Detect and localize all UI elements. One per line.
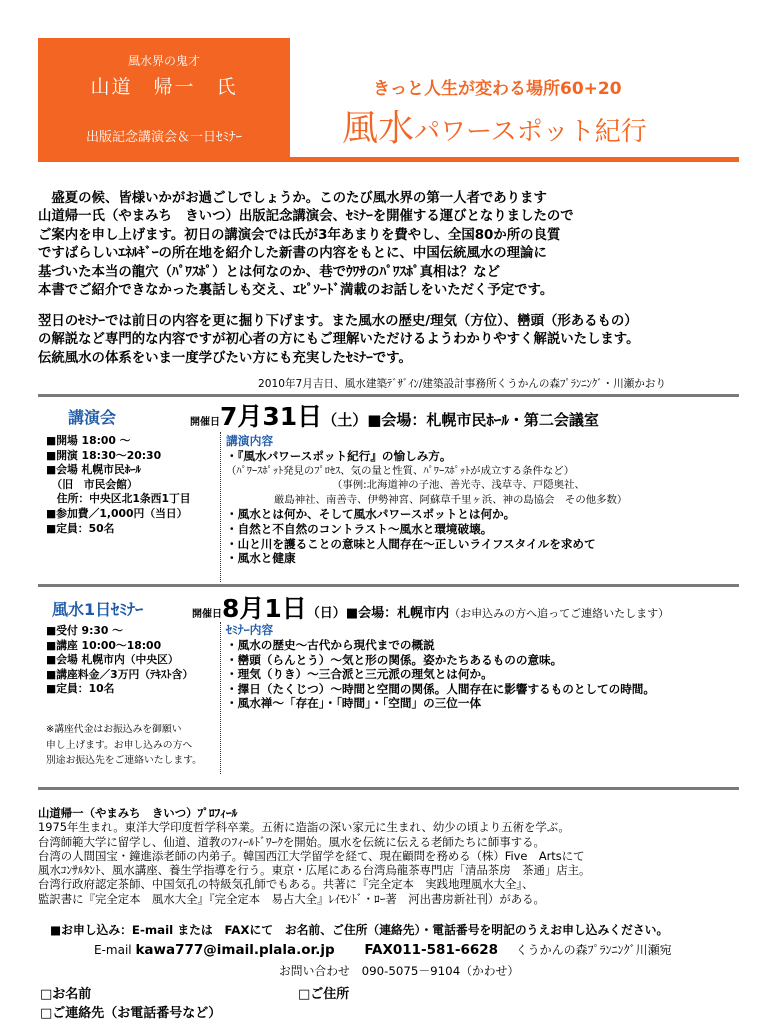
detail-item: （旧 市民会館） bbox=[46, 477, 138, 491]
detail-item: ■講座 10:00～18:00 bbox=[46, 638, 162, 652]
seminar-date: 8月1日 bbox=[222, 594, 307, 623]
seminar-venue: ■会場：札幌市内 bbox=[345, 606, 450, 621]
date-label: 開催日 bbox=[192, 609, 222, 620]
fax-number: FAX011-581-6628 bbox=[364, 942, 499, 958]
detail-item: ■開演 18:30～20:30 bbox=[46, 448, 162, 462]
header-box bbox=[38, 38, 290, 158]
apply-contact-line bbox=[94, 941, 672, 958]
intro-paragraph bbox=[38, 190, 574, 300]
inquiry-phone: お問い合わせ 090-5075－9104（かわせ） bbox=[279, 964, 520, 978]
page-title bbox=[342, 100, 647, 151]
author-name: 山道 帰一 氏 bbox=[90, 76, 238, 98]
content-item: ・『風水パワースポット紀行』の愉しみ方。 bbox=[226, 449, 452, 463]
detail-item: ■開場 18:00 ～ bbox=[46, 434, 131, 447]
note-line: 別途お振込先をご連絡いたします。 bbox=[46, 755, 202, 766]
lecture-details bbox=[46, 434, 191, 536]
profile-line: 台湾の人間国宝・鐘進添老師の内弟子。韓国西江大学留学を経て、現在顧問を務める（株）Five Artsにて bbox=[38, 848, 585, 863]
content-item: 厳島神社、南善寺、伊勢神宮、阿蘇草千里ヶ浜、神の島協会 その他多数） bbox=[274, 493, 628, 506]
detail-item: ■講座料金／3万円（ﾃｷｽﾄ含） bbox=[46, 667, 194, 681]
seminar-weekday: （日） bbox=[306, 606, 346, 621]
author-subtitle: 風水界の鬼才 bbox=[127, 54, 200, 68]
profile-section bbox=[38, 806, 590, 906]
content-item: ・風水と健康 bbox=[226, 551, 296, 566]
lecture-content bbox=[226, 432, 627, 566]
header-divider bbox=[38, 157, 739, 162]
detail-item: ■参加費／1,000円（当日） bbox=[46, 506, 188, 520]
email-address[interactable]: kawa777@imail.plala.or.jp bbox=[135, 942, 335, 958]
intro-paragraph-2 bbox=[38, 313, 640, 368]
detail-item: ■定員：10名 bbox=[46, 682, 115, 696]
profile-heading: 山道帰一（やまみち きいつ）ﾌﾟﾛﾌｨｰﾙ bbox=[38, 806, 238, 820]
event-label: 出版記念講演会＆一日ｾﾐﾅｰ bbox=[85, 130, 242, 145]
intro-line: 山道帰一氏（やまみち きいつ）出版記念講演会、ｾﾐﾅｰを開催する運びとなりましたので bbox=[38, 209, 574, 225]
organization: くうかんの森ﾌﾟﾗﾝﾆﾝｸﾞ川瀬宛 bbox=[515, 943, 672, 957]
seminar-venue-note: （お申込みの方へ追ってご連絡いたします） bbox=[449, 607, 670, 620]
profile-line: 台湾行政府認定茶師、中国気孔の特級気孔師でもある。共著に『完全定本 実践地理風水大全』、 bbox=[38, 877, 534, 892]
column-divider bbox=[220, 432, 221, 582]
content-item: ・擇日（たくじつ）～時間と空間の関係。人間存在に影響するものとしての時間。 bbox=[226, 681, 655, 696]
intro-line: 本書でご紹介できなかった裏話しも交え、ｴﾋﾟｿｰﾄﾞ満載のお話しをいただく予定です。 bbox=[38, 283, 554, 299]
content-item: ・自然と不自然のコントラスト～風水と環境破壊。 bbox=[226, 521, 493, 536]
detail-item: ■定員：50名 bbox=[46, 521, 115, 535]
content-item: ・風水とは何か、そして風水パワースポットとは何か。 bbox=[226, 507, 516, 522]
lecture-venue: ■会場：札幌市民ﾎｰﾙ・第二会議室 bbox=[367, 411, 599, 429]
payment-note bbox=[46, 722, 202, 769]
note-line: 申し上げます。お申し込みの方へ bbox=[46, 739, 193, 751]
name-field-label: □お名前 bbox=[40, 987, 92, 1002]
content-item: ・風水の歴史～古代から現代までの概説 bbox=[226, 638, 435, 652]
lecture-weekday: （土） bbox=[322, 411, 368, 429]
content-item: （事例:北海道神の子池、善光寺、浅草寺、戸隠奥社、 bbox=[332, 479, 585, 492]
section-divider bbox=[38, 584, 739, 587]
intro-line: 盛夏の候、皆様いかがお過ごしでしょうか。このたび風水界の第一人者であります bbox=[38, 191, 547, 206]
email-label: E-mail bbox=[94, 943, 132, 957]
detail-item: ■会場 札幌市内（中央区） bbox=[46, 653, 179, 667]
profile-line: 1975年生まれ。東洋大学印度哲学科卒業。五術に造詣の深い家元に生まれ、幼少の頃より五術を学ぶ。 bbox=[38, 820, 570, 835]
profile-line: 台湾師範大学に留学し、仙道、道教のﾌｨｰﾙﾄﾞﾜｰｸを開始。風水を伝統に伝える老師たちに師事する。 bbox=[38, 834, 545, 849]
section-divider bbox=[38, 787, 739, 790]
signature: 2010年7月吉日、風水建築ﾃﾞｻﾞｲﾝ/建築設計事務所くうかんの森ﾌﾟﾗﾝﾆﾝｸﾞ・川瀬かおり bbox=[258, 378, 667, 390]
lecture-date: 7月31日 bbox=[220, 402, 323, 431]
seminar-content bbox=[226, 621, 655, 711]
note-line: ※講座代金はお振込みを御願い bbox=[46, 724, 182, 735]
content-item: （ﾊﾟﾜｰｽﾎﾟｯﾄ発見のﾌﾟﾛｾｽ、気の量と性質、ﾊﾟﾜｰｽﾎﾟｯﾄが成立する条件など） bbox=[226, 464, 575, 477]
intro-line: ですばらしいｴﾈﾙｷﾞｰの所在地を紹介した新書の内容をもとに、中国伝統風水の理論に bbox=[38, 246, 547, 262]
contact-field-label: □ご連絡先（お電話番号など） bbox=[40, 1006, 222, 1021]
seminar-title: 風水1日ｾﾐﾅｰ bbox=[52, 600, 144, 619]
seminar-details bbox=[46, 624, 193, 697]
seminar-date-line bbox=[192, 589, 669, 625]
intro-line: 伝統風水の体系をいま一度学びたい方にも充実したｾﾐﾅｰです。 bbox=[38, 350, 412, 366]
intro-line: ご案内を申し上げます。初日の講演会では氏が3年あまりを費やし、全国80か所の良質 bbox=[38, 227, 561, 243]
title-small: パワースポット紀行 bbox=[414, 117, 647, 147]
profile-line: 風水ｺﾝｻﾙﾀﾝﾄ、風水講座、養生学指導を行う。東京・広尾にある台湾烏龍茶専門店「清品茶房 茶通」店主。 bbox=[38, 863, 591, 878]
detail-item: ■会場 札幌市民ﾎｰﾙ bbox=[46, 463, 141, 477]
seminar-content-title: ｾﾐﾅｰ内容 bbox=[226, 623, 274, 637]
detail-item: 住所：中央区北1条西1丁目 bbox=[46, 492, 191, 506]
apply-instructions: ■お申し込み：E-mail または FAXにて お名前、ご住所（連絡先）・電話番号を明記のうえお申し込みください。 bbox=[50, 923, 669, 937]
content-item: ・巒頭（らんとう）～気と形の関係。姿かたちあるものの意味。 bbox=[226, 652, 563, 667]
lecture-title: 講演会 bbox=[68, 408, 117, 427]
lecture-content-title: 講演内容 bbox=[226, 434, 274, 448]
date-label: 開催日 bbox=[190, 417, 220, 428]
title-big: 風水 bbox=[342, 108, 415, 149]
intro-line: 翌日のｾﾐﾅｰでは前日の内容を更に掘り下げます。また風水の歴史/理気（方位）、巒頭（形あるもの） bbox=[38, 314, 638, 329]
tagline: きっと人生が変わる場所60+20 bbox=[373, 79, 622, 99]
content-item: ・風水禅～「存在」・「時間」・「空間」の三位一体 bbox=[226, 696, 482, 711]
detail-item: ■受付 9:30 ～ bbox=[46, 624, 123, 637]
content-item: ・山と川を護ることの意味と人間存在～正しいライフスタイルを求めて bbox=[226, 536, 596, 551]
address-field-label: □ご住所 bbox=[298, 987, 350, 1002]
column-divider bbox=[220, 622, 221, 774]
intro-line: 基づいた本当の龍穴（ﾊﾟﾜｽﾎﾟ）とは何なのか、巷でｳﾜｻのﾊﾟﾜｽﾎﾟ真相は？など bbox=[38, 264, 500, 280]
intro-line: の解説など専門的な内容ですが初心者の方にもご理解いただけるようわかりやすく解説いたします。 bbox=[38, 332, 640, 348]
lecture-date-line bbox=[190, 397, 599, 433]
profile-line: 監訳書に『完全定本 風水大全』『完全定本 易占大全』ﾚｲﾓﾝﾄﾞ・ﾛｰ著 河出書房新社刊）がある。 bbox=[38, 891, 545, 906]
content-item: ・理気（りき）～三合派と三元派の理気とは何か。 bbox=[226, 667, 493, 682]
